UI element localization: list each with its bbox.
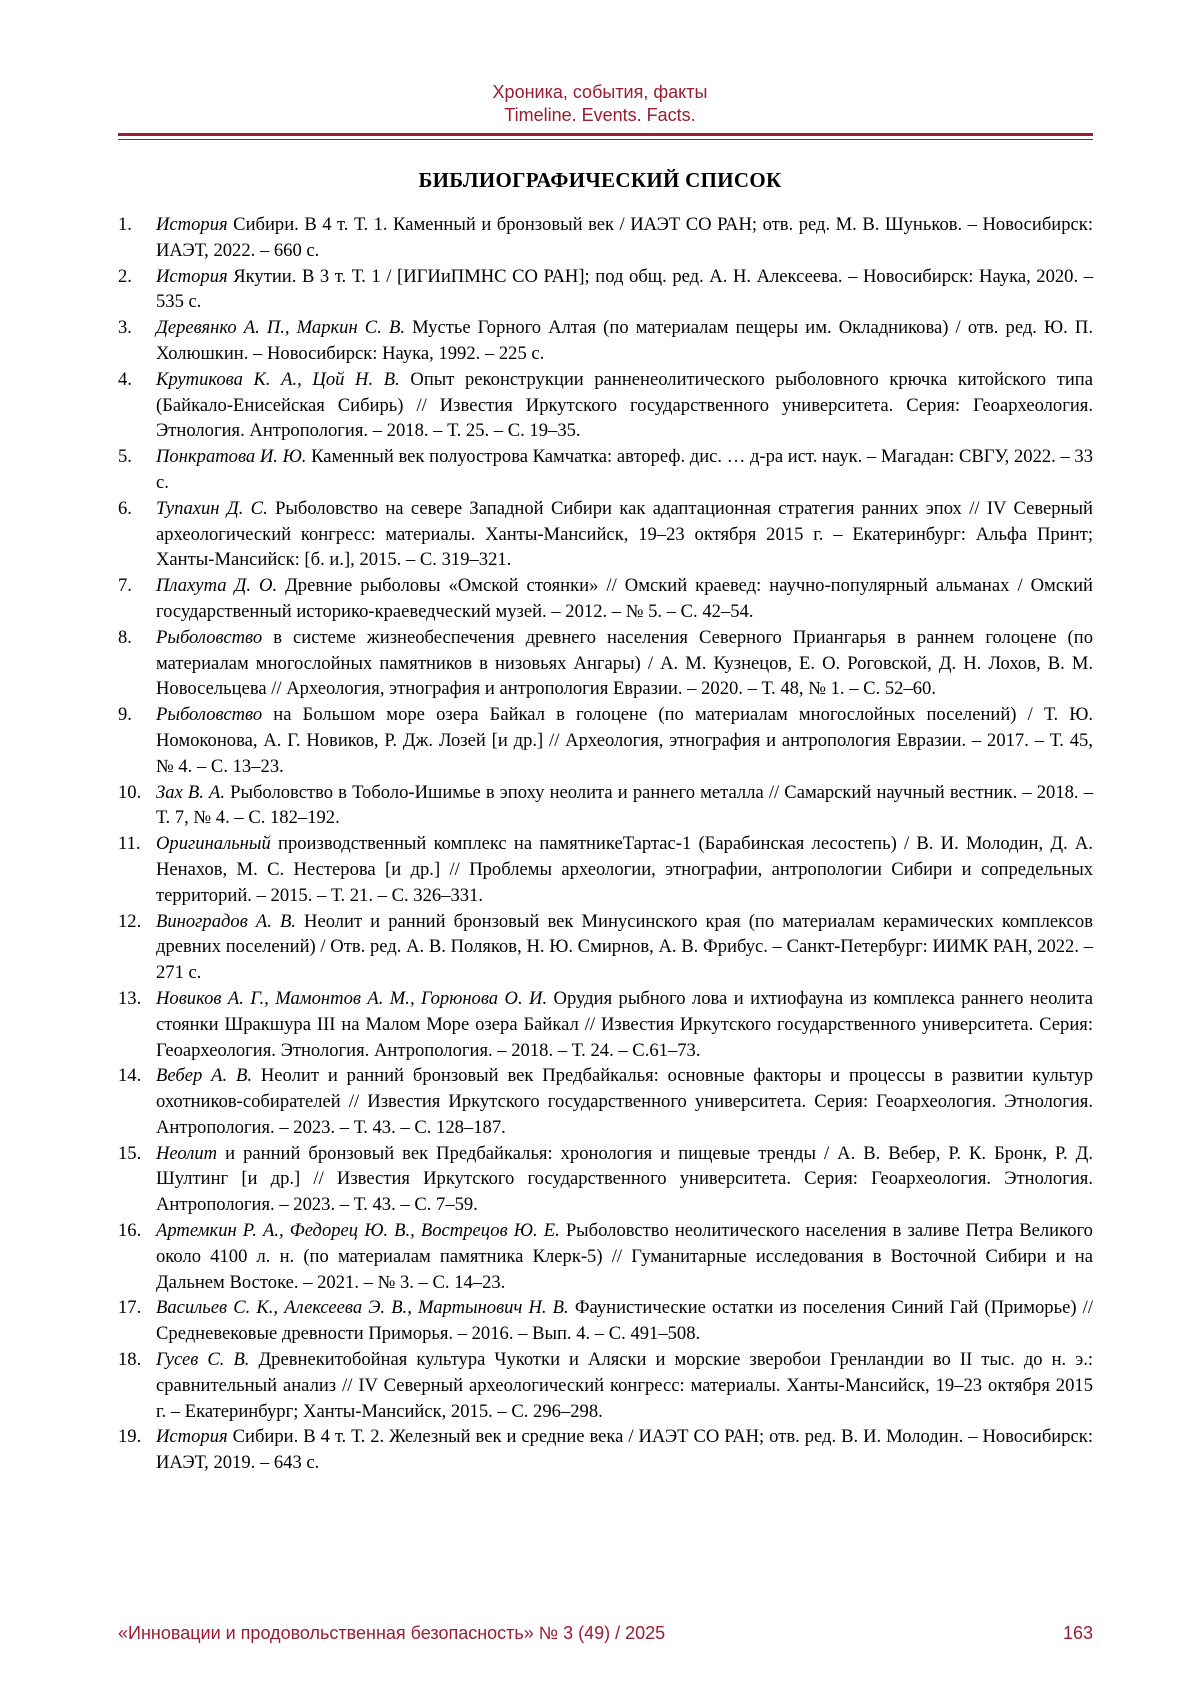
- reference-text: Сибири. В 4 т. Т. 2. Железный век и средние века / ИАЭТ СО РАН; отв. ред. В. И. Молодин. – Новосибирск: ИАЭТ, 2019. – 643 с.: [156, 1426, 1093, 1474]
- section-title: БИБЛИОГРАФИЧЕСКИЙ СПИСОК: [418, 168, 782, 192]
- footer-page-number: 163: [1062, 1623, 1093, 1643]
- reference-author: Понкратова И. Ю.: [156, 446, 307, 468]
- reference-text: Рыболовство на севере Западной Сибири как адаптационная стратегия ранних эпох // IV Северный археологический конгресс: материалы. Ханты-Мансийск, 19–23 октября 2015 г. – Екатеринбург: Альфа Принт; Ханты-Мансийск: [б. и.], 2015. – С. 319–321.: [156, 497, 1093, 571]
- reference-text: Рыболовство неолитического населения в заливе Петра Великого около 4100 л. н. (по материалам памятника Клерк-5) // Гуманитарные исследования в Восточной Сибири и на Дальнем Востоке. – 2021. – № 3. – С. 14–23.: [156, 1220, 1093, 1293]
- reference-author: Крутикова К. А., Цой Н. В.: [156, 368, 400, 390]
- reference-author: Вебер А. В.: [156, 1065, 253, 1087]
- reference-list: [118, 212, 1093, 1476]
- reference-author: Артемкин Р. А., Федорец Ю. В., Вострецов Ю. Е.: [156, 1220, 560, 1242]
- reference-text: Древние рыболовы «Омской стоянки» // Омский краевед: научно-популярный альманах / Омский государственный историко-краеведческий музей. – 2012. – № 5. – С. 42–54.: [156, 575, 1094, 622]
- reference-item: [118, 831, 1093, 908]
- reference-text: Древнекитобойная культура Чукотки и Аляски и морские зверобои Гренландии во II тыс. до н. э.: сравнительный анализ // IV Северный археологический конгресс: материалы. Ханты-Мансийск, 19–23 октября 2015 г. – Екатеринбург; Ханты-Мансийск, 2015. – С. 296–298.: [156, 1349, 1094, 1422]
- reference-item: [118, 212, 1093, 264]
- reference-number: 16.: [118, 1220, 142, 1242]
- reference-author: История: [156, 214, 228, 235]
- reference-text: Мустье Горного Алтая (по материалам пещеры им. Окладникова) / отв. ред. Ю. П. Холюшкин. – Новосибирск: Наука, 1992. – 225 с.: [156, 317, 1093, 364]
- reference-author: Неолит: [156, 1142, 218, 1164]
- reference-number: 17.: [118, 1297, 142, 1319]
- reference-number: 15.: [118, 1142, 142, 1164]
- reference-item: [118, 1295, 1093, 1347]
- reference-item: [118, 573, 1093, 625]
- reference-text: в системе жизнеобеспечения древнего населения Северного Приангарья в раннем голоцене (по материалам многослойных памятников в низовьях Ангары) / А. М. Кузнецов, Е. О. Роговской, Д. Н. Лохов, В. М. Новосельцева // Археология, этнография и антропология Евразии. – 2020. – Т. 48, № 1. – С. 52–60.: [156, 626, 1093, 700]
- reference-author: История: [156, 265, 228, 287]
- reference-number: 12.: [118, 910, 142, 932]
- reference-number: 10.: [118, 781, 142, 803]
- running-head-en: Timeline. Events. Facts.: [504, 105, 696, 125]
- reference-author: Тупахин Д. С.: [156, 497, 268, 519]
- reference-item: [118, 367, 1093, 444]
- reference-text: и ранний бронзовый век Предбайкалья: хронология и пищевые тренды / А. В. Вебер, Р. К. Бронк, Р. Д. Шултинг [и др.] // Известия Иркутского государственного университета. Серия: Геоархеология. Этнология. Антропология. – 2023. – Т. 43. – С. 7–59.: [156, 1142, 1093, 1216]
- reference-author: История: [156, 1426, 228, 1448]
- reference-item: [118, 264, 1093, 316]
- reference-item: [118, 780, 1093, 832]
- reference-number: 8.: [118, 626, 132, 648]
- reference-text: Фаунистические остатки из поселения Синий Гай (Приморье) // Средневековые древности Приморья. – 2016. – Вып. 4. – С. 491–508.: [156, 1297, 1093, 1345]
- reference-item: [118, 702, 1093, 779]
- reference-text: на Большом море озера Байкал в голоцене (по материалам многослойных поселений) / Т. Ю. Номоконова, А. Г. Новиков, Р. Дж. Лозей [и др.] // Археология, этнография и антропология Евразии. – 2017. – Т. 45, № 4. – С. 13–23.: [156, 704, 1093, 777]
- header-rule-thick: [118, 133, 1093, 136]
- reference-number: 9.: [118, 704, 132, 726]
- reference-author: Новиков А. Г., Мамонтов А. М., Горюнова О. И.: [156, 987, 548, 1009]
- reference-number: 6.: [118, 497, 132, 519]
- reference-text: Рыболовство в Тоболо-Ишимье в эпоху неолита и раннего металла // Самарский научный вестник. – 2018. – Т. 7, № 4. – С. 182–192.: [156, 781, 1093, 829]
- reference-number: 13.: [118, 987, 142, 1009]
- reference-item: [118, 315, 1093, 367]
- reference-number: 7.: [118, 575, 132, 597]
- reference-text: Неолит и ранний бронзовый век Предбайкалья: основные факторы и процессы в развитии культур охотников-собирателей // Известия Иркутского государственного университета. Серия: Геоархеология. Этнология. Антропология. – 2023. – Т. 43. – С. 128–187.: [156, 1065, 1093, 1138]
- reference-item: [118, 909, 1093, 986]
- reference-item: [118, 1218, 1093, 1295]
- reference-author: Васильев С. К., Алексеева Э. В., Мартынович Н. В.: [156, 1297, 569, 1319]
- reference-text: Неолит и ранний бронзовый век Минусинского края (по материалам керамических комплексов древних поселений) / Отв. ред. А. В. Поляков, Н. Ю. Смирнов, А. В. Фрибус. – Санкт-Петербург: ИИМК РАН, 2022. – 271 с.: [156, 910, 1093, 984]
- reference-number: 3.: [118, 317, 132, 339]
- reference-text: Якутии. В 3 т. Т. 1 / [ИГИиПМНС СО РАН]; под общ. ред. А. Н. Алексеева. – Новосибирск: Наука, 2020. – 535 с.: [156, 265, 1093, 313]
- running-head-ru: Хроника, события, факты: [492, 82, 708, 102]
- reference-number: 1.: [118, 214, 132, 235]
- footer-journal: «Инновации и продовольственная безопасность» № 3 (49) / 2025: [118, 1623, 666, 1643]
- reference-item: [118, 1063, 1093, 1140]
- reference-number: 14.: [118, 1065, 142, 1087]
- reference-text: производственный комплекс на памятникеТартас-1 (Барабинская лесостепь) / В. И. Молодин, Д. А. Ненахов, М. С. Нестерова [и др.] // Проблемы археологии, этнографии, антропологии Сибири и сопредельных территорий. – 2015. – Т. 21. – С. 326–331.: [156, 833, 1093, 906]
- reference-text: Каменный век полуострова Камчатка: автореф. дис. … д-ра ист. наук. – Магадан: СВГУ, 2022. – 33 с.: [156, 446, 1094, 493]
- reference-item: [118, 444, 1093, 496]
- reference-item: [118, 1141, 1093, 1218]
- reference-item: [118, 496, 1093, 573]
- reference-number: 11.: [118, 833, 141, 855]
- reference-author: Виноградов А. В.: [156, 910, 296, 932]
- reference-number: 19.: [118, 1426, 142, 1448]
- reference-item: [118, 986, 1093, 1063]
- header-rule-thin: [118, 139, 1093, 140]
- reference-author: Зах В. А.: [156, 781, 226, 803]
- reference-author: Рыболовство: [156, 704, 263, 726]
- reference-number: 2.: [118, 265, 132, 287]
- reference-number: 18.: [118, 1349, 142, 1371]
- reference-text: Орудия рыбного лова и ихтиофауна из комплекса раннего неолита стоянки Шракшура III на Малом Море озера Байкал // Известия Иркутского государственного университета. Серия: Геоархеология. Этнология. Антропология. – 2018. – Т. 24. – С.61–73.: [156, 987, 1093, 1061]
- reference-author: Плахута Д. О.: [156, 575, 278, 597]
- reference-text: Опыт реконструкции ранненеолитического рыболовного крючка китойского типа (Байкало-Енисейская Сибирь) // Известия Иркутского государственного университета. Серия: Геоархеология. Этнология. Антропология. – 2018. – Т. 25. – С. 19–35.: [156, 368, 1093, 442]
- reference-number: 5.: [118, 446, 132, 468]
- reference-text: Сибири. В 4 т. Т. 1. Каменный и бронзовый век / ИАЭТ СО РАН; отв. ред. М. В. Шуньков. – Новосибирск: ИАЭТ, 2022. – 660 с.: [156, 214, 1093, 261]
- reference-number: 4.: [118, 368, 132, 390]
- reference-author: Гусев С. В.: [156, 1349, 250, 1371]
- reference-item: [118, 625, 1093, 702]
- reference-author: Деревянко А. П., Маркин С. В.: [156, 317, 405, 339]
- reference-item: [118, 1424, 1093, 1476]
- reference-author: Рыболовство: [156, 626, 263, 648]
- reference-item: [118, 1347, 1093, 1424]
- reference-author: Оригинальный: [156, 833, 271, 855]
